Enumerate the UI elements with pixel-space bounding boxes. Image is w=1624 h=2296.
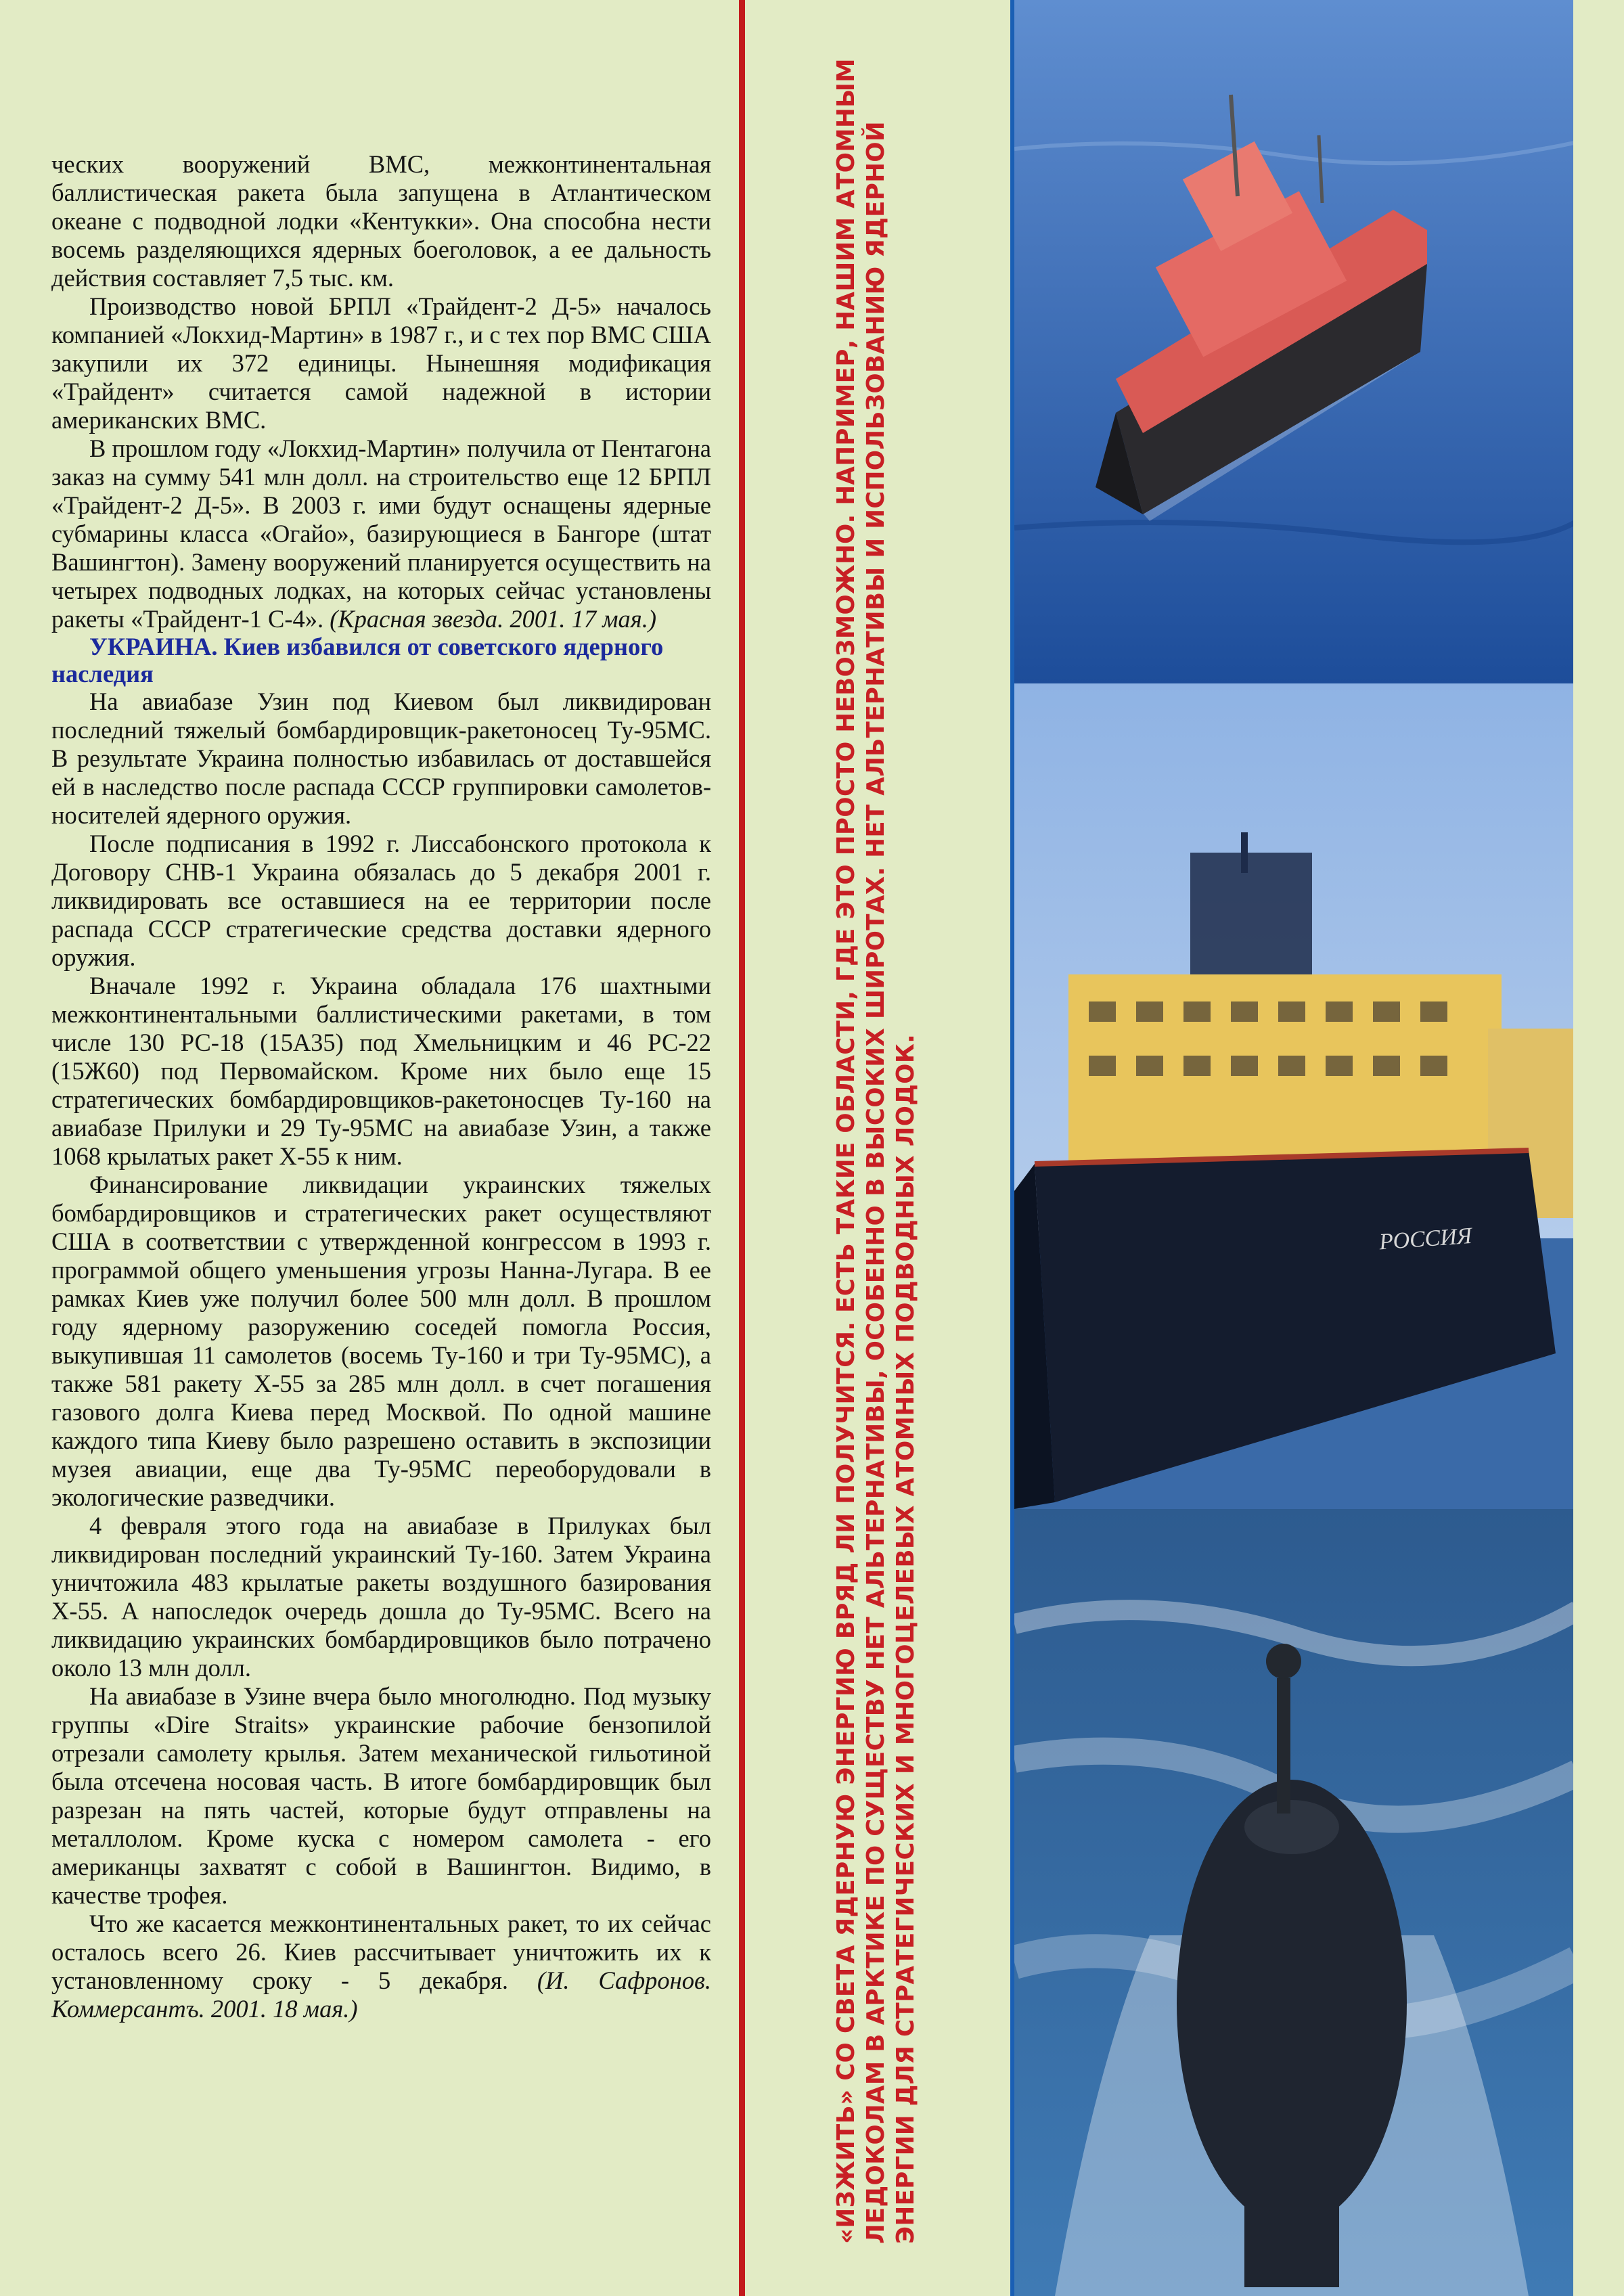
paragraph-text: В прошлом году «Локхид-Мартин» получила от Пентагона заказ на сумму 541 млн долл. на строительство еще 12 БРПЛ «Трайдент-2 Д-5». В 2003 г. ими будут оснащены ядерные субмарины класса «Огайо», базирующиеся в Бангоре (штат Вашингтон). Замену вооружений планируется осуществить на четырех подводных лодках, на которых сейчас установлены ракеты «Трайдент-1 С-4». [51,434,711,633]
source-citation: (И. Сафронов. Коммерсантъ. 2001. 18 мая.) [51,1966,711,2023]
article-paragraph: На авиабазе в Узине вчера было многолюдно. Под музыку группы «Dire Straits» украинские рабочие бензопилой отрезали самолету крылья. Затем механической гильотиной была отсечена носовая часть. В итоге бомбардировщик был разрезан на пять частей, которые будут отправлены на металлолом. Кроме куска с номером самолета - его американцы захватят с собой в Вашингтон. Видимо, в качестве трофея. [51,1682,711,1909]
source-citation: (Красная звезда. 2001. 17 мая.) [330,605,656,633]
photo-icebreaker-red [1014,0,1577,683]
paragraph-text: Что же касается межконтинентальных ракет, то их сейчас осталось всего 26. Киев рассчитывает уничтожить их к установленному сроку - 5 декабря. [51,1910,711,1994]
sidebar-quote: «ИЗЖИТЬ» СО СВЕТА ЯДЕРНУЮ ЭНЕРГИЮ ВРЯД ЛИ ПОЛУЧИТСЯ. ЕСТЬ ТАКИЕ ОБЛАСТИ, ГДЕ ЭТО ПРОСТО НЕВОЗМОЖНО. НАПРИМЕР, НАШИМ АТОМНЫМ ЛЕДОКОЛАМ В АРКТИКЕ ПО СУЩЕСТВУ НЕТ АЛЬТЕРНАТИВЫ, ОСОБЕННО В ВЫСОКИХ ШИРОТАХ. НЕТ АЛЬТЕРНАТИВЫ И ИСПОЛЬЗОВАНИЮ ЯДЕРНОЙ ЭНЕРГИИ ДЛЯ СТРАТЕГИЧЕСКИХ И МНОГОЦЕЛЕВЫХ АТОМНЫХ ПОДВОДНЫХ ЛОДОК. [832,58,920,2244]
photo-strip [1010,0,1577,2296]
article-paragraph: Финансирование ликвидации украинских тяжелых бомбардировщиков и стратегических ракет осуществляют США в соответствии с утвержденной конгрессом в 1993 г. программой общего уменьшения угрозы Нанна-Лугара. В ее рамках Киев уже получил более 500 млн долл. В прошлом году ядерному разоружению соседей помогла Россия, выкупившая 11 самолетов (восемь Ту-160 и три Ту-95МС), а также 581 ракету Х-55 за 285 млн долл. в счет погашения газового долга Киева перед Москвой. По одной машине каждого типа Киеву было разрешено оставить в экспозиции музея авиации, еще два Ту-95МС переоборудовали в экологические разведчики. [51,1171,711,1511]
article-column [51,150,711,2023]
article-paragraph: После подписания в 1992 г. Лиссабонского протокола к Договору СНВ-1 Украина обязалась до 5 декабря 2001 г. ликвидировать все оставшиеся на ее территории после распада СССР стратегические средства доставки ядерного оружия. [51,830,711,971]
article-paragraph [51,434,711,633]
photo-icebreaker-rossiya [1014,683,1577,1509]
section-heading: УКРАИНА. Киев избавился от советского ядерного наследия [51,633,664,688]
ship-name-label: РОССИЯ [1378,1223,1473,1255]
red-divider [739,0,745,2296]
right-margin [1573,0,1624,2296]
article-paragraph: Производство новой БРПЛ «Трайдент-2 Д-5» началось компанией «Локхид-Мартин» в 1987 г., и с тех пор ВМС США закупили их 372 единицы. Нынешняя модификация «Трайдент» считается самой надежной в истории американских ВМС. [51,292,711,434]
article-paragraph: 4 февраля этого года на авиабазе в Прилуках был ликвидирован последний украинский Ту-160. Затем Украина уничтожила 483 крылатые ракеты воздушного базирования Х-55. А напоследок очередь дошла до Ту-95МС. Всего на ликвидацию украинских бомбардировщиков было потрачено около 13 млн долл. [51,1512,711,1682]
sidebar-quote-area [754,0,998,2296]
article-paragraph: ческих вооружений ВМС, межконтинентальная баллистическая ракета была запущена в Атлантическом океане с подводной лодки «Кентукки». Она способна нести восемь разделяющихся ядерных боеголовок, а ее дальность действия составляет 7,5 тыс. км. [51,150,711,292]
article-paragraph: На авиабазе Узин под Киевом был ликвидирован последний тяжелый бомбардировщик-ракетоносец Ту-95МС. В результате Украина полностью избавилась от доставшейся ей в наследство после распада СССР группировки самолетов-носителей ядерного оружия. [51,688,711,829]
article-paragraph [51,1910,711,2023]
article-paragraph: Вначале 1992 г. Украина обладала 176 шахтными межконтинентальными баллистическими ракетами, в том числе 130 РС-18 (15А35) под Хмельницким и 46 РС-22 (15Ж60) под Первомайском. Кроме них было еще 15 стратегических бомбардировщиков-ракетоносцев Ту-160 на авиабазе Прилуки и 29 Ту-95МС на авиабазе Узин, а также 1068 крылатых ракет Х-55 к ним. [51,972,711,1170]
photo-submarine [1014,1509,1577,2296]
